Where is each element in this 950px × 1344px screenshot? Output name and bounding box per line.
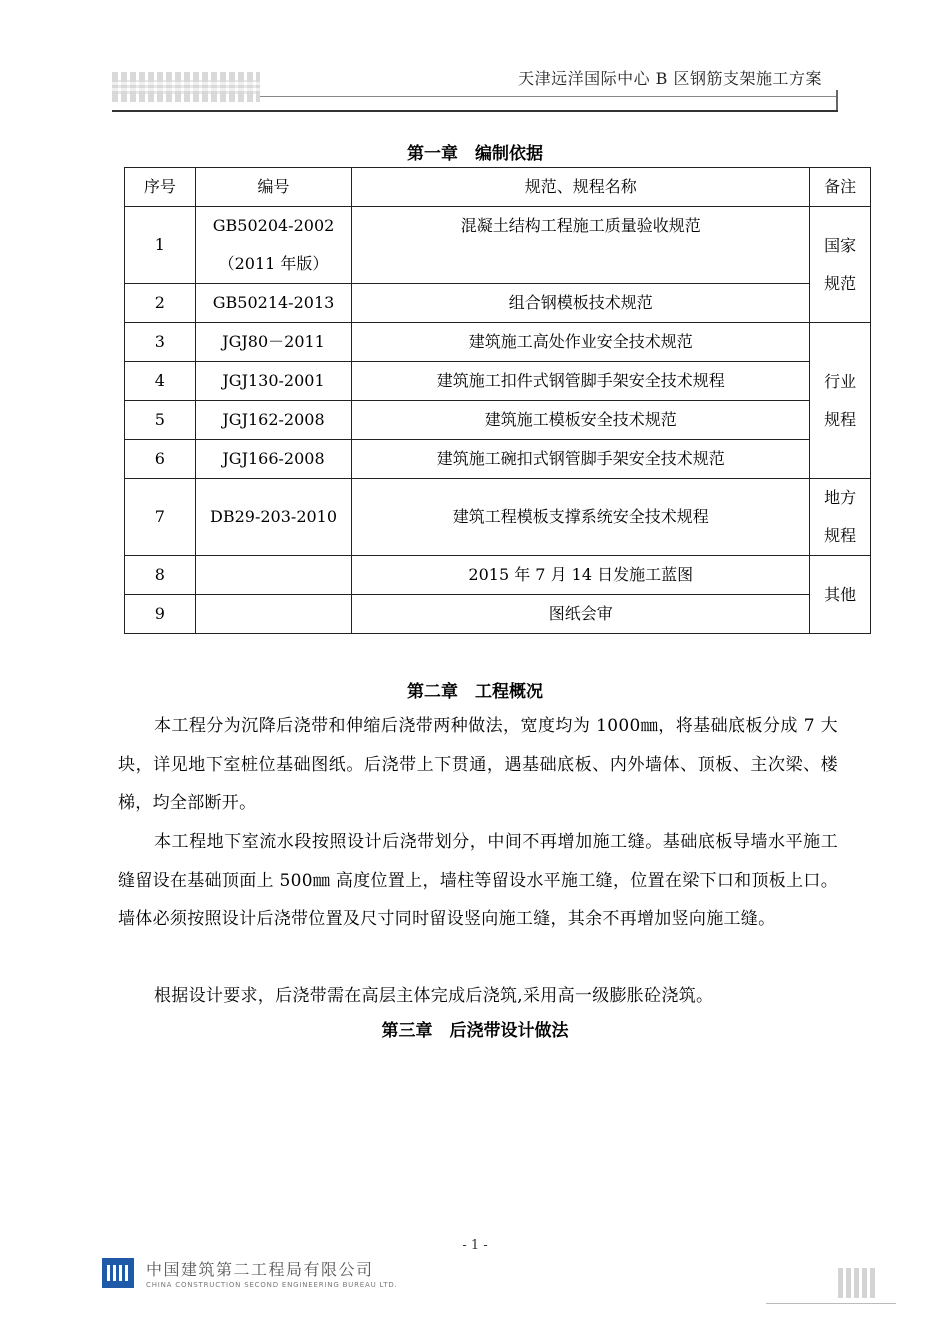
remark-national-line2: 规范 <box>824 273 857 293</box>
cell-name: 图纸会审 <box>352 595 810 634</box>
cell-no: 3 <box>125 323 196 362</box>
cell-remark-industry <box>810 323 871 479</box>
cell-no: 4 <box>125 362 196 401</box>
table-row <box>125 362 871 401</box>
cell-no: 7 <box>125 479 196 556</box>
header-rule-tick <box>832 90 838 110</box>
table-row <box>125 479 871 556</box>
header-cell-name: 规范、规程名称 <box>352 168 810 207</box>
cell-remark-other: 其他 <box>810 556 871 634</box>
cell-name: 建筑施工扣件式钢管脚手架安全技术规程 <box>352 362 810 401</box>
cell-code: JGJ166-2008 <box>195 440 352 479</box>
table-row <box>125 284 871 323</box>
chapter2-paragraph-3: 根据设计要求，后浇带需在高层主体完成后浇筑,采用高一级膨胀砼浇筑。 <box>154 986 714 1006</box>
header-rule-thin <box>260 96 838 97</box>
remark-local-line1: 地方 <box>824 488 857 507</box>
cell-name: 建筑工程模板支撑系统安全技术规程 <box>352 479 810 556</box>
cell-code: JGJ130-2001 <box>195 362 352 401</box>
footer-rule <box>766 1303 896 1304</box>
cell-name: 建筑施工模板安全技术规范 <box>352 401 810 440</box>
header-logo-watermark-lines <box>112 80 260 94</box>
remark-local-line2: 规程 <box>824 526 857 545</box>
cell-no: 6 <box>125 440 196 479</box>
page-number: - 1 - <box>462 1238 488 1253</box>
chapter2-paragraph-1: 本工程分为沉降后浇带和伸缩后浇带两种做法，宽度均为 1000㎜，将基础底板分成 7 大块，详见地下室桩位基础图纸。后浇带上下贯通，遇基础底板、内外墙体、顶板、主次梁、楼梯，均全部断开。 <box>118 716 838 813</box>
standards-table <box>124 167 871 634</box>
cell-remark-local <box>810 479 871 556</box>
cell-no: 2 <box>125 284 196 323</box>
company-logo-icon <box>102 1258 134 1288</box>
chapter2-paragraph-2: 本工程地下室流水段按照设计后浇带划分，中间不再增加施工缝。基础底板导墙水平施工缝留设在基础顶面上 500㎜ 高度位置上，墙柱等留设水平施工缝，位置在梁下口和顶板上口。墙体必须按照设计后浇带位置及尺寸同时留设竖向施工缝，其余不再增加竖向施工缝。 <box>118 832 838 929</box>
remark-industry-line1: 行业 <box>824 371 857 391</box>
table-row <box>125 323 871 362</box>
cell-name: 混凝土结构工程施工质量验收规范 <box>352 207 810 284</box>
footer-logo-watermark <box>838 1268 876 1298</box>
cell-remark-national <box>810 207 871 323</box>
cell-code <box>195 595 352 634</box>
cell-name: 2015 年 7 月 14 日发施工蓝图 <box>352 556 810 595</box>
table-row <box>125 595 871 634</box>
table-header-row <box>125 168 871 207</box>
cell-name: 建筑施工高处作业安全技术规范 <box>352 323 810 362</box>
cell-name: 组合钢模板技术规范 <box>352 284 810 323</box>
remark-industry-line2: 规程 <box>824 409 857 429</box>
remark-national-line1: 国家 <box>824 235 857 255</box>
header-cell-code: 编号 <box>195 168 352 207</box>
document-header-title: 天津远洋国际中心 B 区钢筋支架施工方案 <box>518 69 822 88</box>
cell-code <box>195 207 352 284</box>
cell-no: 1 <box>125 207 196 284</box>
table-row <box>125 207 871 284</box>
header-cell-no: 序号 <box>125 168 196 207</box>
chapter3-heading: 第三章 后浇带设计做法 <box>381 1021 569 1041</box>
company-name-cn: 中国建筑第二工程局有限公司 <box>146 1260 374 1279</box>
header-cell-remark: 备注 <box>810 168 871 207</box>
cell-code: JGJ162-2008 <box>195 401 352 440</box>
cell-no: 9 <box>125 595 196 634</box>
cell-no: 5 <box>125 401 196 440</box>
cell-name: 建筑施工碗扣式钢管脚手架安全技术规范 <box>352 440 810 479</box>
cell-code <box>195 556 352 595</box>
header-rule-thick <box>112 110 838 112</box>
table-row <box>125 556 871 595</box>
cell-code-line2: （2011 年版） <box>218 254 329 273</box>
chapter2-heading: 第二章 工程概况 <box>407 682 543 702</box>
table-row <box>125 440 871 479</box>
cell-code: DB29-203-2010 <box>195 479 352 556</box>
chapter1-heading: 第一章 编制依据 <box>407 144 543 164</box>
cell-code: GB50214-2013 <box>195 284 352 323</box>
cell-no: 8 <box>125 556 196 595</box>
table-row <box>125 401 871 440</box>
cell-code: JGJ80－2011 <box>195 323 352 362</box>
cell-code-line1: GB50204-2002 <box>212 216 335 235</box>
company-name-en: CHINA CONSTRUCTION SECOND ENGINEERING BUREAU LTD. <box>146 1281 398 1289</box>
